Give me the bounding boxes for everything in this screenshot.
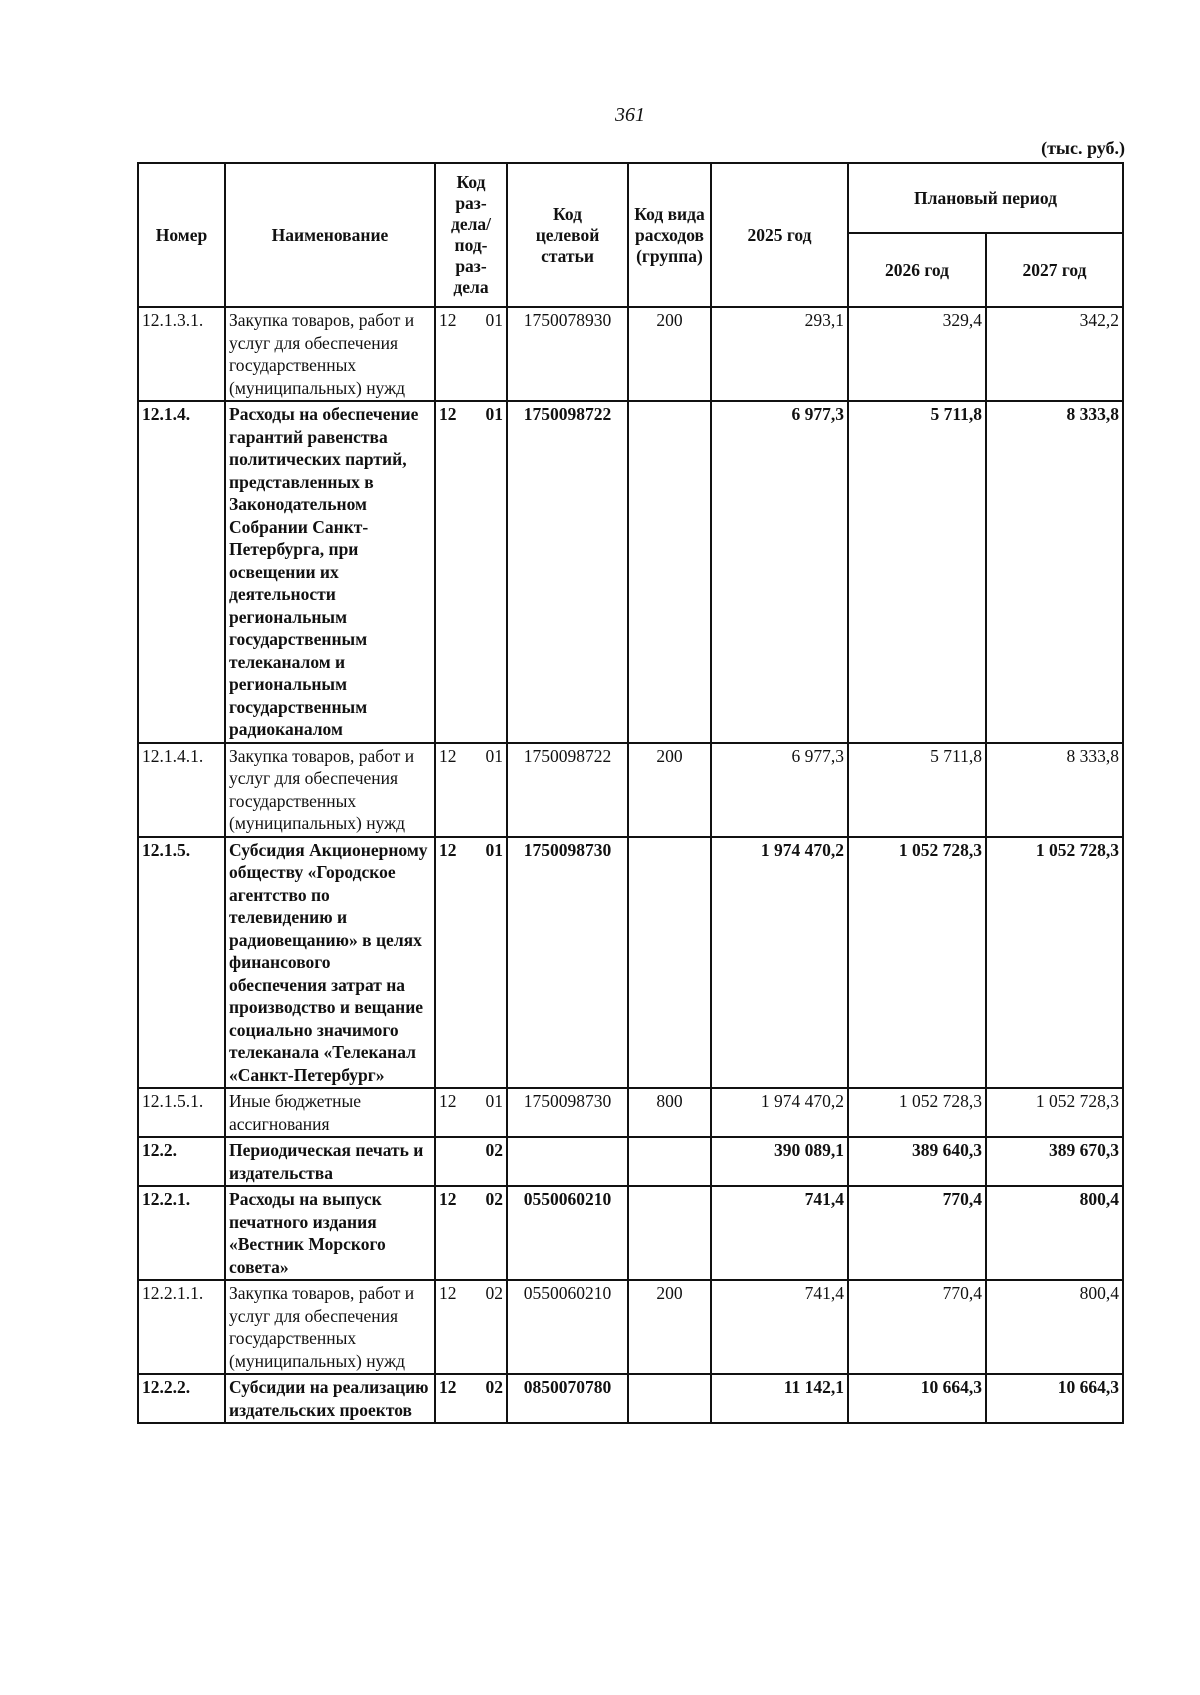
row-amount-2027: 389 670,3 (986, 1137, 1123, 1186)
row-expense-type (628, 1186, 711, 1280)
row-amount-2027: 342,2 (986, 307, 1123, 401)
row-number: 12.1.4. (138, 401, 225, 743)
table-row (138, 1088, 1123, 1137)
row-name: Субсидия Акционерному обществу «Городское агентство по телевидению и радиовещанию» в целях финансового обеспечения затрат на производство и вещание социально значимого телеканала «Телеканал «Санкт-Петербург» (225, 837, 435, 1089)
row-amount-2025: 6 977,3 (711, 401, 848, 743)
table-row (138, 1137, 1123, 1186)
row-podrazdel: 02 (485, 1283, 503, 1303)
row-amount-2027: 8 333,8 (986, 743, 1123, 837)
row-expense-type (628, 401, 711, 743)
row-number: 12.2.2. (138, 1374, 225, 1423)
row-podrazdel: 01 (485, 745, 503, 766)
row-razdel: 12 (439, 1283, 457, 1303)
table-row (138, 1280, 1123, 1374)
table-row (138, 837, 1123, 1089)
row-podrazdel: 01 (485, 839, 503, 860)
row-amount-2027: 800,4 (986, 1186, 1123, 1280)
row-section-code (435, 743, 507, 837)
row-expense-type (628, 837, 711, 1089)
row-target-code (507, 1137, 628, 1186)
row-expense-type (628, 1374, 711, 1423)
row-target-code: 0550060210 (507, 1280, 628, 1374)
row-name: Закупка товаров, работ и услуг для обеспечения государственных (муниципальных) нужд (225, 1280, 435, 1374)
header-section-code: Код раз- дела/ под- раз- дела (435, 163, 507, 307)
row-number: 12.1.3.1. (138, 307, 225, 401)
header-expense-type: Код вида расходов (группа) (628, 163, 711, 307)
row-expense-type: 200 (628, 743, 711, 837)
row-section-code (435, 837, 507, 1089)
row-razdel: 12 (439, 1189, 457, 1209)
row-target-code: 0850070780 (507, 1374, 628, 1423)
row-podrazdel: 01 (485, 1091, 503, 1111)
row-name: Субсидии на реализацию издательских проектов (225, 1374, 435, 1423)
row-amount-2025: 390 089,1 (711, 1137, 848, 1186)
row-amount-2026: 770,4 (848, 1280, 986, 1374)
header-2025: 2025 год (711, 163, 848, 307)
table-body (138, 307, 1123, 1423)
row-amount-2026: 1 052 728,3 (848, 1088, 986, 1137)
row-expense-type: 200 (628, 307, 711, 401)
row-amount-2025: 293,1 (711, 307, 848, 401)
units-label: (тыс. руб.) (1041, 138, 1125, 158)
row-razdel: 12 (439, 404, 457, 424)
row-target-code: 0550060210 (507, 1186, 628, 1280)
row-expense-type: 200 (628, 1280, 711, 1374)
row-amount-2026: 389 640,3 (848, 1137, 986, 1186)
row-podrazdel: 01 (485, 404, 503, 424)
budget-table (137, 162, 1124, 1424)
row-name: Закупка товаров, работ и услуг для обеспечения государственных (муниципальных) нужд (225, 307, 435, 401)
row-razdel: 12 (439, 1091, 457, 1111)
row-amount-2025: 1 974 470,2 (711, 837, 848, 1089)
row-razdel: 12 (439, 745, 457, 766)
row-razdel: 12 (439, 310, 457, 330)
row-section-code (435, 1280, 507, 1374)
row-amount-2026: 329,4 (848, 307, 986, 401)
row-amount-2025: 11 142,1 (711, 1374, 848, 1423)
row-target-code: 1750078930 (507, 307, 628, 401)
row-section-code (435, 1137, 507, 1186)
table-row (138, 743, 1123, 837)
header-name: Наименование (225, 163, 435, 307)
table-row (138, 401, 1123, 743)
row-razdel: 12 (439, 1377, 457, 1397)
row-amount-2026: 5 711,8 (848, 743, 986, 837)
row-amount-2025: 1 974 470,2 (711, 1088, 848, 1137)
page-number: 361 (615, 104, 645, 126)
row-amount-2025: 741,4 (711, 1280, 848, 1374)
row-target-code: 1750098722 (507, 401, 628, 743)
row-name: Закупка товаров, работ и услуг для обеспечения государственных (муниципальных) нужд (225, 743, 435, 837)
header-2027: 2027 год (986, 233, 1123, 307)
row-amount-2026: 5 711,8 (848, 401, 986, 743)
row-podrazdel: 02 (485, 1189, 503, 1209)
row-amount-2026: 10 664,3 (848, 1374, 986, 1423)
row-number: 12.1.5. (138, 837, 225, 1089)
row-target-code: 1750098730 (507, 1088, 628, 1137)
row-amount-2026: 770,4 (848, 1186, 986, 1280)
row-section-code (435, 1186, 507, 1280)
row-target-code: 1750098730 (507, 837, 628, 1089)
row-number: 12.2.1.1. (138, 1280, 225, 1374)
row-amount-2025: 741,4 (711, 1186, 848, 1280)
row-section-code (435, 1374, 507, 1423)
row-razdel: 12 (439, 839, 457, 860)
row-number: 12.2. (138, 1137, 225, 1186)
row-amount-2026: 1 052 728,3 (848, 837, 986, 1089)
row-expense-type: 800 (628, 1088, 711, 1137)
row-name: Иные бюджетные ассигнования (225, 1088, 435, 1137)
header-target-code: Код целевой статьи (507, 163, 628, 307)
row-section-code (435, 1088, 507, 1137)
header-planned-period: Плановый период (848, 163, 1123, 233)
row-amount-2027: 8 333,8 (986, 401, 1123, 743)
table-row (138, 1374, 1123, 1423)
row-name: Расходы на обеспечение гарантий равенства политических партий, представленных в Законодательном Собрании Санкт-Петербурга, при освещении их деятельности региональным государственным телеканалом и региональным государственным радиоканалом (225, 401, 435, 743)
row-number: 12.1.4.1. (138, 743, 225, 837)
row-name: Расходы на выпуск печатного издания «Вестник Морского совета» (225, 1186, 435, 1280)
table-row (138, 307, 1123, 401)
row-amount-2027: 800,4 (986, 1280, 1123, 1374)
row-amount-2025: 6 977,3 (711, 743, 848, 837)
row-amount-2027: 1 052 728,3 (986, 837, 1123, 1089)
row-podrazdel: 02 (485, 1140, 503, 1160)
row-section-code (435, 401, 507, 743)
row-podrazdel: 01 (485, 310, 503, 330)
row-name: Периодическая печать и издательства (225, 1137, 435, 1186)
row-amount-2027: 10 664,3 (986, 1374, 1123, 1423)
row-expense-type (628, 1137, 711, 1186)
row-number: 12.2.1. (138, 1186, 225, 1280)
table-row (138, 1186, 1123, 1280)
row-podrazdel: 02 (485, 1377, 503, 1397)
row-section-code (435, 307, 507, 401)
header-number: Номер (138, 163, 225, 307)
row-target-code: 1750098722 (507, 743, 628, 837)
header-2026: 2026 год (848, 233, 986, 307)
row-number: 12.1.5.1. (138, 1088, 225, 1137)
row-amount-2027: 1 052 728,3 (986, 1088, 1123, 1137)
